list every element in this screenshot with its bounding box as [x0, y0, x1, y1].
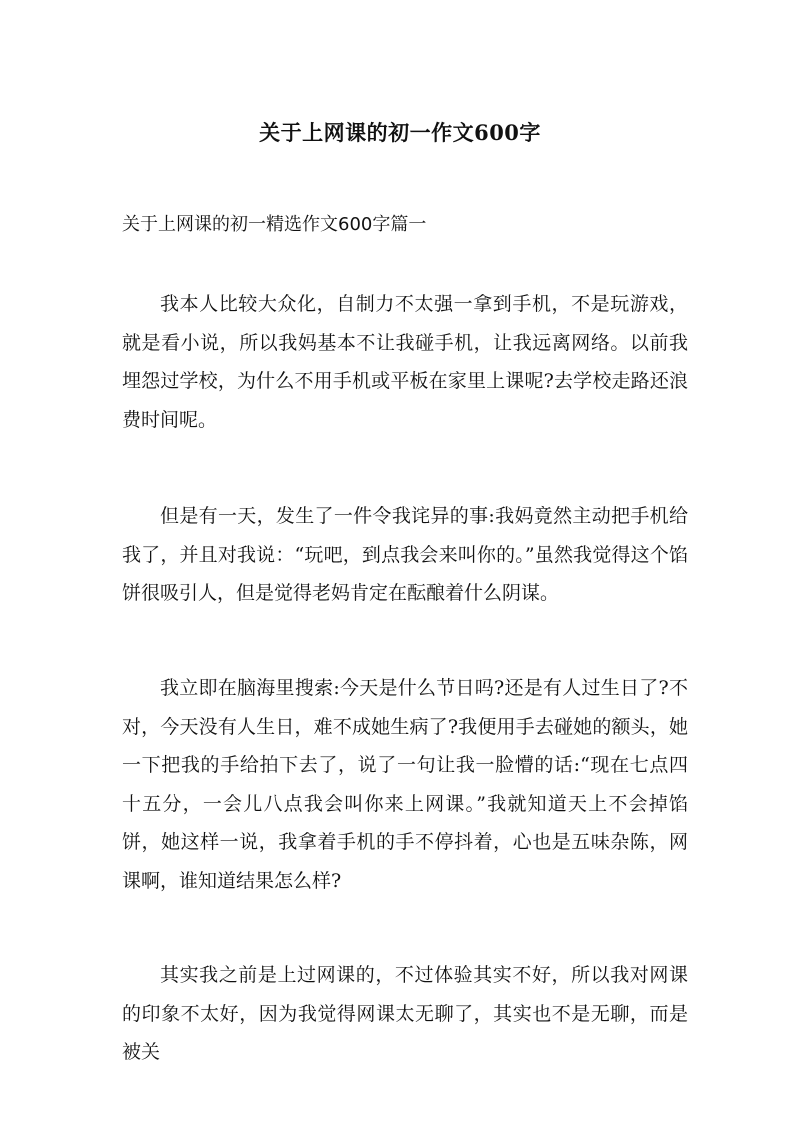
paragraph-4: 其实我之前是上过网课的，不过体验其实不好，所以我对网课的印象不太好，因为我觉得网课太无聊了，其实也不是无聊，而是被关 [122, 964, 688, 1063]
paragraph-3: 我立即在脑海里搜索:今天是什么节日吗?还是有人过生日了?不对，今天没有人生日，难不成她生病了?我便用手去碰她的额头，她一下把我的手给拍下去了，说了一句让我一脸懵的话:“现在七点四十五分，一会儿八点我会叫你来上网课。”我就知道天上不会掉馅饼，她这样一说，我拿着手机的手不停抖着，心也是五味杂陈，网课啊，谁知道结果怎么样? [122, 677, 688, 892]
section-heading: 关于上网课的初一精选作文600字篇一 [122, 214, 427, 235]
paragraph-1: 我本人比较大众化，自制力不太强一拿到手机，不是玩游戏，就是看小说，所以我妈基本不让我碰手机，让我远离网络。以前我埋怨过学校，为什么不用手机或平板在家里上课呢?去学校走路还浪费时间呢。 [122, 293, 688, 431]
paragraph-2: 但是有一天，发生了一件令我诧异的事:我妈竟然主动把手机给我了，并且对我说：“玩吧，到点我会来叫你的。”虽然我觉得这个馅饼很吸引人，但是觉得老妈肯定在酝酿着什么阴谋。 [122, 505, 688, 604]
document-title: 关于上网课的初一作文600字 [259, 120, 541, 145]
